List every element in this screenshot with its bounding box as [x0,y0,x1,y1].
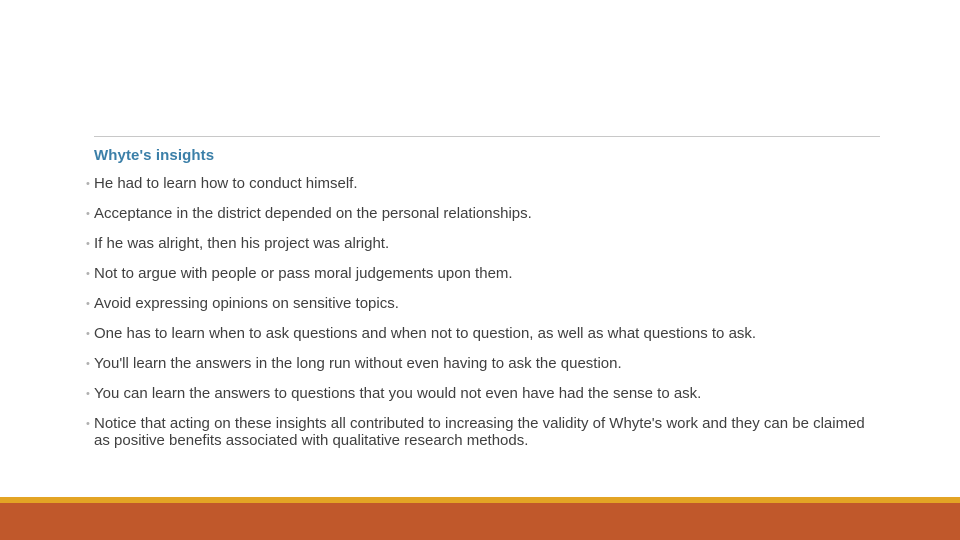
bullet-item [86,356,866,373]
bullet-item [86,266,866,283]
bullet-marker: • [86,298,90,310]
bullet-marker: • [86,358,90,370]
bullet-item [86,416,866,449]
bullet-item [86,206,866,223]
bullet-text: Avoid expressing opinions on sensitive topics. [94,295,399,312]
bullet-text: Notice that acting on these insights all contributed to increasing the validity of Whyte's work and they can be claimed as positive benefits associated with qualitative research methods. [94,415,865,449]
bullet-marker: • [86,418,90,430]
bullet-item [86,386,866,403]
bullet-item [86,296,866,313]
bullet-marker: • [86,268,90,280]
bullet-text: Not to argue with people or pass moral judgements upon them. [94,265,513,282]
bullet-text: You'll learn the answers in the long run without even having to ask the question. [94,355,622,372]
footer-bar [0,503,960,540]
bullet-text: Acceptance in the district depended on the personal relationships. [94,205,532,222]
bullet-item [86,176,866,193]
bullet-marker: • [86,238,90,250]
bullet-marker: • [86,328,90,340]
bullet-text: One has to learn when to ask questions and when not to question, as well as what questions to ask. [94,325,757,342]
bullet-item [86,236,866,253]
bullet-text: He had to learn how to conduct himself. [94,175,358,192]
bullet-item [86,326,866,343]
bullet-marker: • [86,178,90,190]
bullet-text: If he was alright, then his project was alright. [94,235,390,252]
slide-title: Whyte's insights [94,147,215,164]
bullet-marker: • [86,388,90,400]
bullet-text: You can learn the answers to questions that you would not even have had the sense to ask. [94,385,702,402]
bullet-marker: • [86,208,90,220]
title-divider [94,136,880,137]
bullet-list [86,176,866,463]
